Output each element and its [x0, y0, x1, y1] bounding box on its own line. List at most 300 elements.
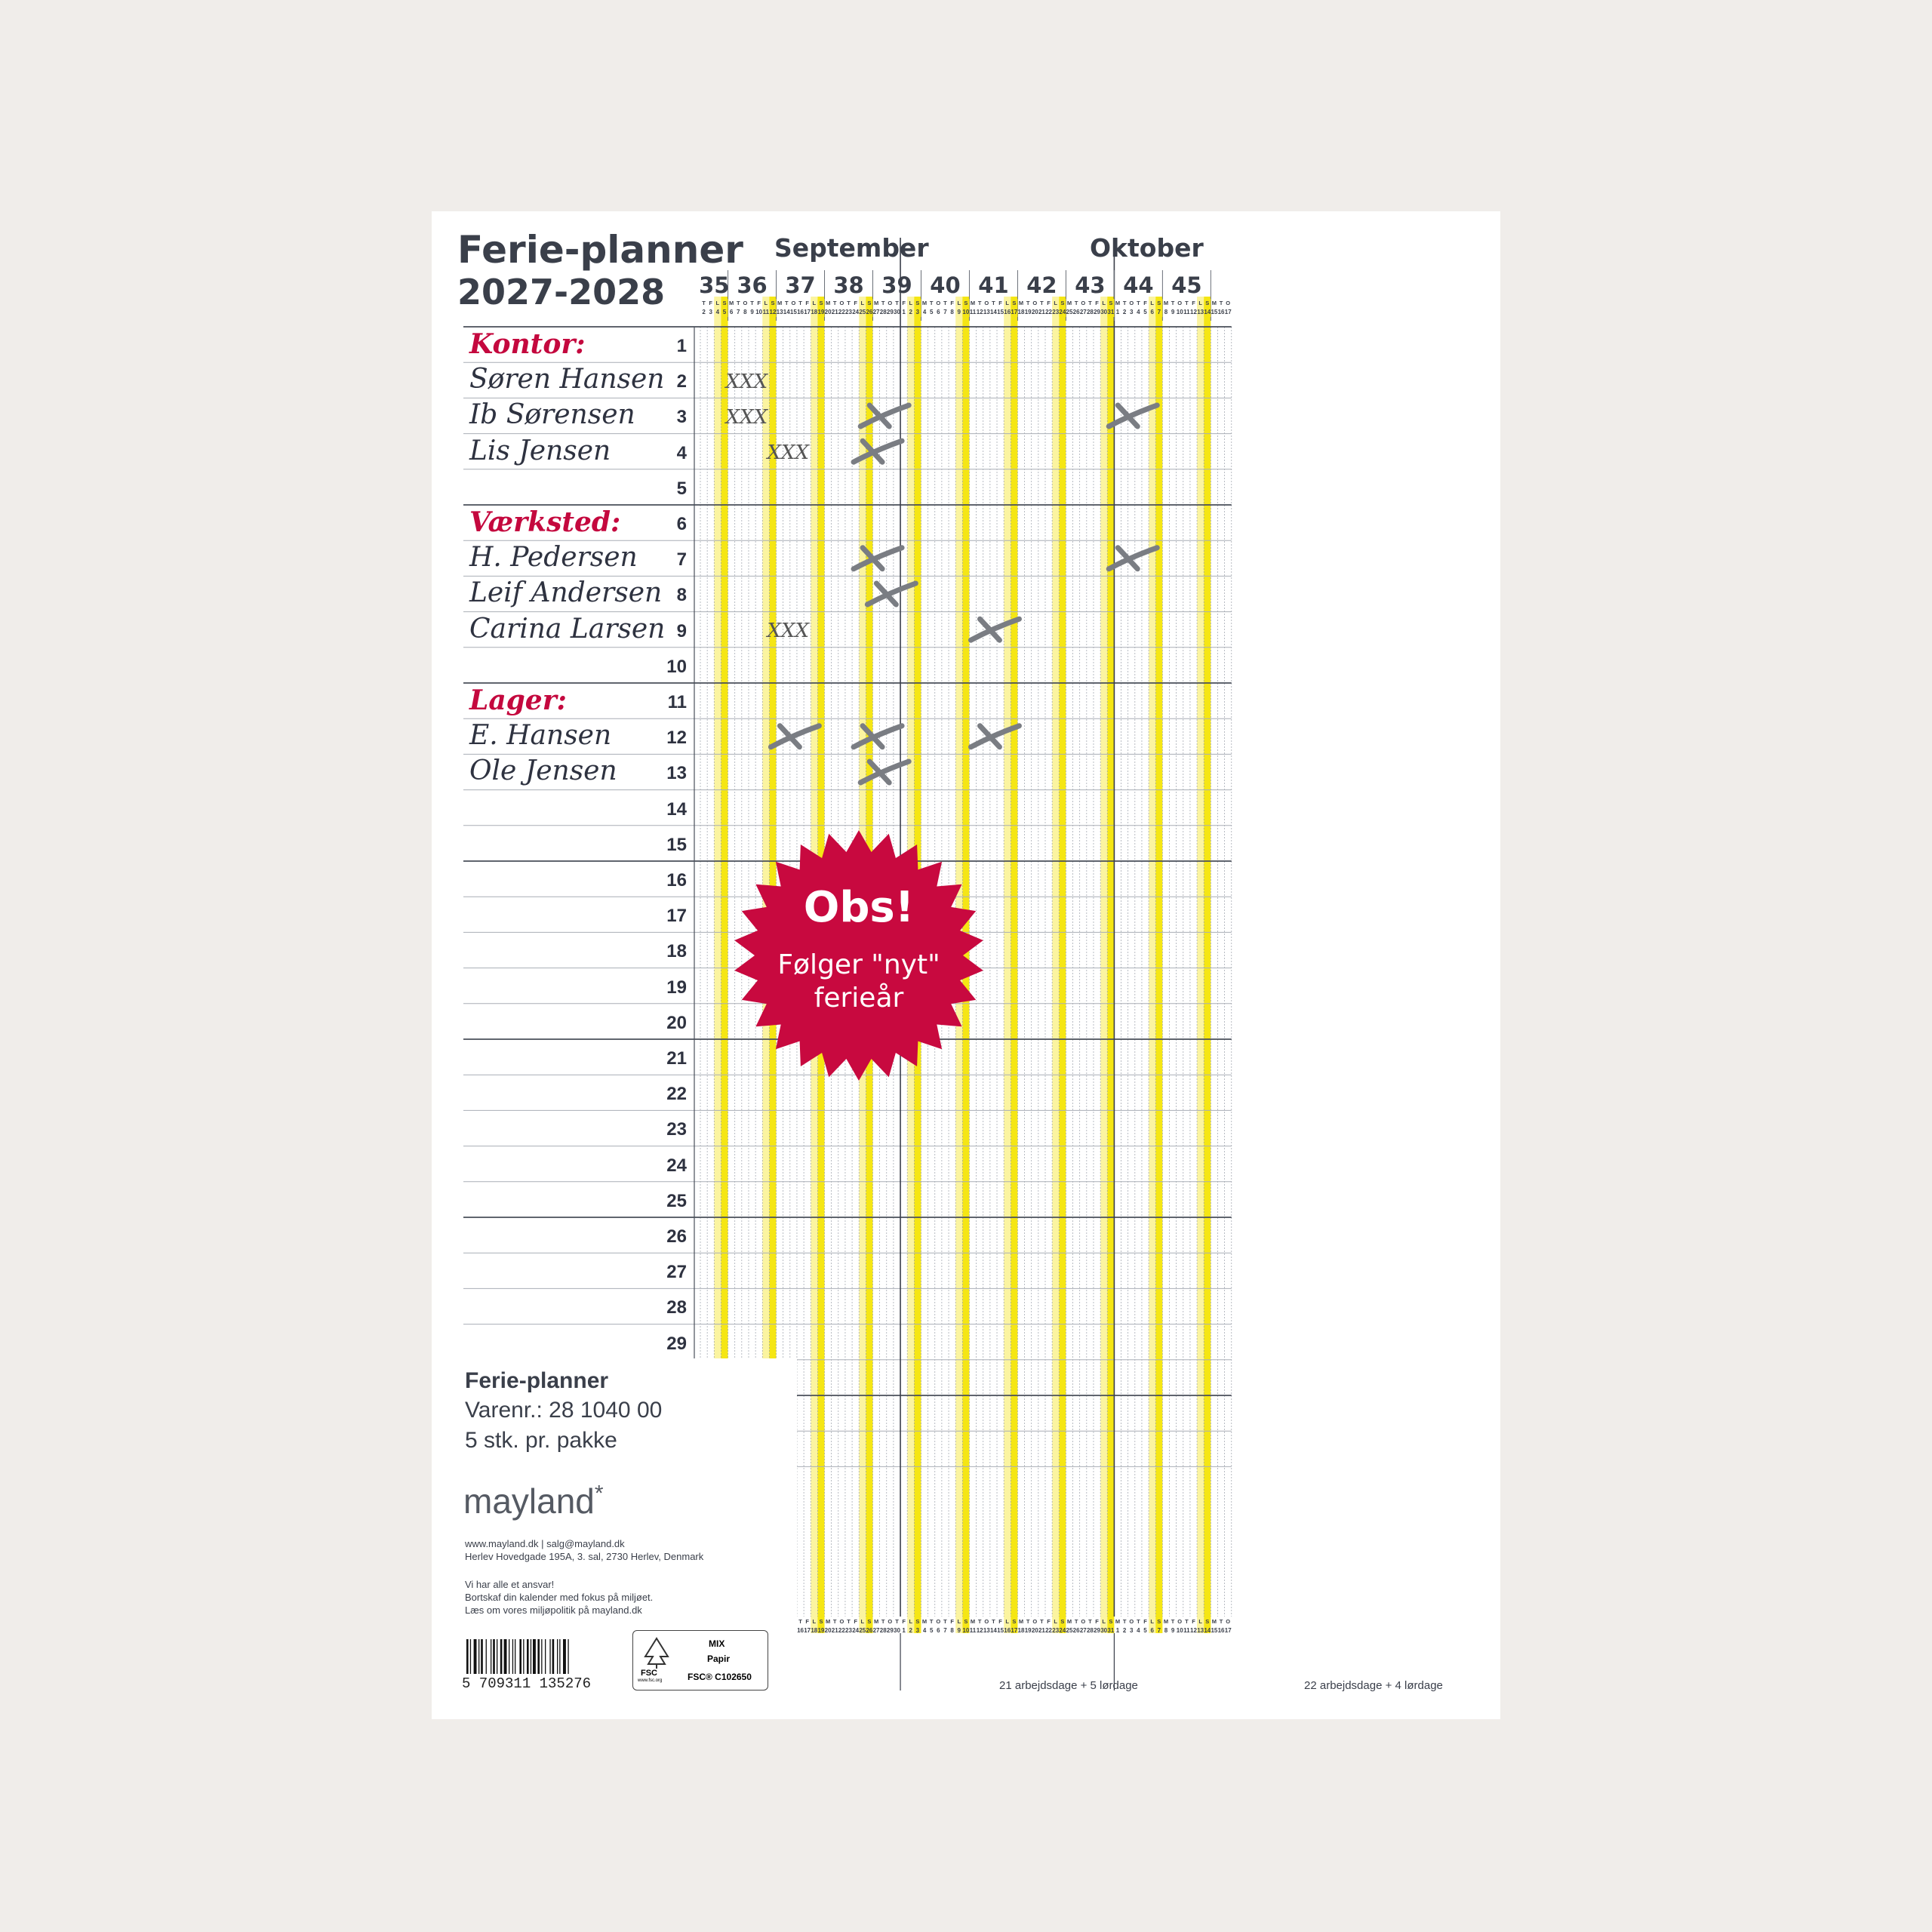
day-letter: O: [839, 300, 844, 306]
day-date: 7: [943, 309, 947, 315]
day-letter: S: [1109, 300, 1113, 306]
day-letter-bottom: T: [895, 1618, 899, 1625]
contact-line: www.mayland.dk | salg@mayland.dk: [465, 1538, 625, 1549]
week-number: 43: [1075, 272, 1106, 298]
day-letter-bottom: M: [1115, 1618, 1121, 1625]
day-letter: L: [812, 300, 817, 306]
brand-star: *: [594, 1481, 604, 1506]
day-letter: T: [1122, 300, 1127, 306]
day-date: 6: [937, 309, 940, 315]
day-date: 24: [1059, 309, 1066, 315]
september-workdays-note: 21 arbejdsdage + 5 lørdage: [999, 1679, 1138, 1692]
row-number: 3: [676, 407, 687, 428]
barcode-bar: [523, 1639, 524, 1674]
day-letter-bottom: O: [984, 1618, 989, 1625]
day-date: 28: [879, 309, 887, 315]
day-date: 21: [831, 309, 838, 315]
day-letter-bottom: T: [1171, 1618, 1175, 1625]
day-date: 22: [838, 309, 845, 315]
barcode-bar: [549, 1639, 550, 1674]
day-letter-bottom: M: [825, 1618, 831, 1625]
employee-name: Leif Andersen: [469, 577, 663, 609]
barcode-bar: [545, 1639, 546, 1674]
day-date: 23: [845, 309, 852, 315]
day-date: 17: [1011, 309, 1018, 315]
day-date-bottom: 13: [983, 1627, 990, 1634]
weekend-stripe: [1100, 297, 1107, 1617]
row-number: 9: [676, 620, 687, 641]
day-date: 4: [922, 309, 927, 315]
planner-sheet: [432, 211, 1500, 1719]
day-letter: T: [1088, 300, 1092, 306]
employee-name: Ole Jensen: [469, 755, 617, 787]
day-date: 2: [702, 309, 706, 315]
day-date-bottom: 26: [1072, 1627, 1080, 1634]
day-letter: S: [771, 300, 775, 306]
day-letter-bottom: L: [1054, 1618, 1058, 1625]
fsc-url: www.fsc.org: [638, 1678, 663, 1683]
day-date-bottom: 12: [1190, 1627, 1197, 1634]
env-line-3: Læs om vores miljøpolitik på mayland.dk: [465, 1604, 642, 1616]
day-letter-bottom: S: [1157, 1618, 1161, 1625]
day-date: 8: [1164, 309, 1168, 315]
month-label: Oktober: [1090, 233, 1204, 263]
day-date: 5: [929, 309, 934, 315]
barcode-bar: [559, 1639, 560, 1674]
day-date: 23: [1052, 309, 1060, 315]
hand-xxx-mark: XXX: [725, 370, 768, 393]
day-date: 10: [755, 309, 763, 315]
day-letter: T: [895, 300, 899, 306]
day-letter-bottom: S: [915, 1618, 920, 1625]
day-letter: F: [757, 300, 761, 306]
day-date-bottom: 9: [1171, 1627, 1175, 1634]
day-letter: O: [888, 300, 893, 306]
day-date: 6: [729, 309, 734, 315]
day-date-bottom: 17: [804, 1627, 811, 1634]
day-letter: T: [1219, 300, 1223, 306]
barcode-bar: [541, 1639, 542, 1674]
day-letter: M: [825, 300, 831, 306]
day-letter-bottom: M: [873, 1618, 879, 1625]
day-date-bottom: 27: [1079, 1627, 1087, 1634]
day-letter: O: [1129, 300, 1134, 306]
day-letter: O: [743, 300, 748, 306]
day-date-bottom: 11: [1183, 1627, 1190, 1634]
day-letter-bottom: L: [1005, 1618, 1010, 1625]
day-date-bottom: 2: [909, 1627, 912, 1634]
day-letter-bottom: F: [950, 1618, 954, 1625]
day-date: 21: [1038, 309, 1045, 315]
day-date: 22: [1045, 309, 1053, 315]
day-letter-bottom: T: [832, 1618, 837, 1625]
day-date-bottom: 5: [1143, 1627, 1147, 1634]
day-letter: L: [909, 300, 913, 306]
day-date-bottom: 18: [1017, 1627, 1025, 1634]
day-date: 4: [1137, 309, 1140, 315]
day-date-bottom: 13: [1197, 1627, 1204, 1634]
badge-headline: Obs!: [803, 883, 915, 932]
employee-name: Carina Larsen: [469, 613, 666, 645]
day-date: 3: [709, 309, 712, 315]
day-letter: S: [915, 300, 920, 306]
week-number: 39: [881, 272, 912, 298]
day-date-bottom: 17: [1011, 1627, 1018, 1634]
day-date: 28: [1086, 309, 1094, 315]
day-letter-bottom: O: [839, 1618, 844, 1625]
day-date-bottom: 30: [1100, 1627, 1108, 1634]
day-date: 2: [909, 309, 912, 315]
day-letter-bottom: O: [1081, 1618, 1086, 1625]
weekend-stripe: [1107, 297, 1114, 1617]
day-date-bottom: 19: [817, 1627, 825, 1634]
barcode-bar: [533, 1639, 536, 1674]
day-date: 18: [811, 309, 818, 315]
barcode-bar: [481, 1639, 483, 1674]
day-date: 3: [1130, 309, 1134, 315]
day-letter: L: [1005, 300, 1010, 306]
fsc-label: [632, 1630, 768, 1690]
day-date: 12: [769, 309, 777, 315]
day-date-bottom: 14: [1204, 1627, 1211, 1634]
day-letter: S: [819, 300, 823, 306]
barcode-bar: [500, 1639, 503, 1674]
day-letter-bottom: T: [943, 1618, 947, 1625]
address-line: Herlev Hovedgade 195A, 3. sal, 2730 Herlev, Denmark: [465, 1551, 704, 1562]
day-letter: T: [1137, 300, 1140, 306]
day-date: 7: [737, 309, 740, 315]
day-date-bottom: 16: [1004, 1627, 1011, 1634]
day-date-bottom: 25: [1066, 1627, 1073, 1634]
row-number: 14: [666, 798, 687, 820]
day-date: 6: [1150, 309, 1154, 315]
day-date-bottom: 22: [838, 1627, 845, 1634]
day-date: 13: [983, 309, 990, 315]
day-date: 29: [886, 309, 894, 315]
day-date: 10: [1176, 309, 1183, 315]
day-letter-bottom: S: [1205, 1618, 1210, 1625]
day-letter: S: [722, 300, 727, 306]
row-number: 10: [666, 656, 687, 677]
day-date-bottom: 23: [1052, 1627, 1060, 1634]
day-letter-bottom: M: [1163, 1618, 1169, 1625]
day-letter-bottom: S: [819, 1618, 823, 1625]
day-date-bottom: 29: [1094, 1627, 1101, 1634]
day-date-bottom: 16: [1217, 1627, 1225, 1634]
day-date-bottom: 6: [937, 1627, 940, 1634]
day-letter: T: [1185, 300, 1189, 306]
day-letter-bottom: T: [1040, 1618, 1044, 1625]
day-date-bottom: 15: [1211, 1627, 1218, 1634]
fsc-text: FSC: [641, 1669, 657, 1678]
barcode-bar: [537, 1639, 540, 1674]
day-letter-bottom: S: [1060, 1618, 1065, 1625]
fsc-code: FSC® C102650: [688, 1672, 752, 1682]
day-letter: O: [791, 300, 796, 306]
day-letter: M: [1115, 300, 1121, 306]
day-date: 5: [1143, 309, 1147, 315]
day-date: 7: [1157, 309, 1161, 315]
day-letter: T: [702, 300, 706, 306]
day-letter: O: [1032, 300, 1038, 306]
day-date-bottom: 10: [1176, 1627, 1183, 1634]
row-number: 24: [666, 1155, 687, 1176]
day-letter-bottom: L: [1150, 1618, 1154, 1625]
day-letter-bottom: L: [1198, 1618, 1202, 1625]
row-number: 29: [666, 1333, 687, 1354]
day-date: 14: [989, 309, 997, 315]
day-date: 26: [1072, 309, 1080, 315]
day-letter: S: [964, 300, 968, 306]
day-letter: M: [970, 300, 976, 306]
barcode-bar: [478, 1639, 479, 1674]
row-number: 8: [676, 585, 687, 606]
day-letter-bottom: O: [1226, 1618, 1231, 1625]
weekend-stripe: [1052, 297, 1059, 1617]
day-date-bottom: 30: [894, 1627, 900, 1634]
day-date: 14: [1204, 309, 1211, 315]
week-number: 40: [930, 272, 961, 298]
employee-name: Lis Jensen: [469, 435, 611, 466]
day-letter-bottom: F: [1047, 1618, 1051, 1625]
day-letter: T: [798, 300, 802, 306]
day-letter: T: [943, 300, 947, 306]
day-letter-bottom: L: [957, 1618, 961, 1625]
row-number: 17: [666, 906, 687, 927]
day-letter-bottom: F: [902, 1618, 906, 1625]
day-date: 15: [789, 309, 797, 315]
day-date: 9: [750, 309, 754, 315]
day-letter: F: [902, 300, 906, 306]
row-number: 18: [666, 941, 687, 962]
day-date: 9: [1171, 309, 1175, 315]
day-date: 14: [783, 309, 790, 315]
day-letter-bottom: F: [1143, 1618, 1147, 1625]
day-letter-bottom: M: [921, 1618, 928, 1625]
row-number: 6: [676, 514, 687, 534]
week-number: 38: [833, 272, 864, 298]
day-letter: O: [984, 300, 989, 306]
day-letter: L: [860, 300, 865, 306]
day-letter-bottom: F: [805, 1618, 809, 1625]
day-letter-bottom: T: [1026, 1618, 1030, 1625]
day-date-bottom: 22: [1045, 1627, 1053, 1634]
day-letter: L: [957, 300, 961, 306]
day-date-bottom: 24: [852, 1627, 860, 1634]
day-date-bottom: 25: [859, 1627, 866, 1634]
section-heading: Værksted:: [469, 506, 621, 538]
day-letter-bottom: O: [888, 1618, 893, 1625]
day-letter: T: [929, 300, 934, 306]
day-date-bottom: 1: [902, 1627, 906, 1634]
day-date: 16: [1004, 309, 1011, 315]
day-date: 11: [969, 309, 977, 315]
day-date: 2: [1122, 309, 1127, 315]
day-date-bottom: 4: [922, 1627, 927, 1634]
day-letter: F: [709, 300, 713, 306]
day-letter-bottom: F: [854, 1618, 857, 1625]
day-date: 8: [950, 309, 954, 315]
row-number: 25: [666, 1190, 687, 1211]
day-date-bottom: 3: [915, 1627, 920, 1634]
day-date-bottom: 7: [943, 1627, 947, 1634]
week-number: 37: [785, 272, 816, 298]
fsc-paper: Papir: [707, 1654, 731, 1664]
employee-name: Ib Sørensen: [469, 399, 635, 431]
day-letter-bottom: T: [847, 1618, 851, 1625]
day-letter-bottom: O: [936, 1618, 941, 1625]
day-letter: M: [1018, 300, 1024, 306]
day-date: 17: [1224, 309, 1232, 315]
weekend-stripe: [1149, 297, 1155, 1617]
day-date-bottom: 2: [1122, 1627, 1127, 1634]
day-date: 3: [915, 309, 920, 315]
day-date-bottom: 19: [1024, 1627, 1032, 1634]
day-letter-bottom: T: [1137, 1618, 1140, 1625]
hand-xxx-mark: XXX: [767, 620, 810, 643]
day-date: 5: [722, 309, 727, 315]
day-date: 25: [859, 309, 866, 315]
day-date: 17: [804, 309, 811, 315]
day-letter-bottom: M: [1211, 1618, 1217, 1625]
day-date: 30: [1100, 309, 1108, 315]
day-date-bottom: 4: [1137, 1627, 1140, 1634]
barcode-bar: [493, 1639, 495, 1674]
day-date: 13: [1197, 309, 1204, 315]
day-date: 11: [762, 309, 770, 315]
day-letter-bottom: M: [970, 1618, 976, 1625]
day-letter: T: [1040, 300, 1044, 306]
day-date-bottom: 7: [1157, 1627, 1161, 1634]
day-letter-bottom: L: [812, 1618, 817, 1625]
barcode-bar: [466, 1639, 469, 1674]
day-letter-bottom: F: [998, 1618, 1002, 1625]
barcode-bar: [512, 1639, 513, 1674]
page-title: Ferie-planner: [457, 228, 743, 272]
day-date: 27: [1079, 309, 1087, 315]
day-letter-bottom: T: [1122, 1618, 1127, 1625]
day-date-bottom: 5: [929, 1627, 934, 1634]
hand-xxx-mark: XXX: [725, 406, 768, 429]
day-date-bottom: 31: [1107, 1627, 1115, 1634]
day-letter: T: [784, 300, 789, 306]
day-letter: F: [1143, 300, 1147, 306]
day-date-bottom: 12: [976, 1627, 983, 1634]
day-letter-bottom: O: [1032, 1618, 1038, 1625]
day-date-bottom: 29: [886, 1627, 894, 1634]
day-letter-bottom: O: [1129, 1618, 1134, 1625]
day-letter: F: [1047, 300, 1051, 306]
day-letter: M: [921, 300, 928, 306]
day-date: 30: [894, 309, 900, 315]
day-date-bottom: 11: [969, 1627, 977, 1634]
day-date-bottom: 16: [797, 1627, 804, 1634]
row-number: 23: [666, 1119, 687, 1140]
day-letter: F: [854, 300, 857, 306]
day-date: 20: [1031, 309, 1038, 315]
day-letter-bottom: S: [1012, 1618, 1017, 1625]
day-date-bottom: 21: [1038, 1627, 1045, 1634]
day-date-bottom: 1: [1115, 1627, 1120, 1634]
day-date: 9: [957, 309, 961, 315]
row-number: 11: [667, 692, 687, 712]
day-date-bottom: 8: [950, 1627, 954, 1634]
day-letter-bottom: T: [1219, 1618, 1223, 1625]
barcode-bar: [557, 1639, 558, 1674]
day-letter-bottom: O: [1177, 1618, 1183, 1625]
row-number: 22: [666, 1084, 687, 1105]
day-letter: T: [977, 300, 982, 306]
day-date: 13: [776, 309, 783, 315]
row-number: 1: [676, 336, 687, 356]
section-heading: Lager:: [469, 685, 567, 716]
day-letter-bottom: T: [977, 1618, 982, 1625]
day-letter-bottom: L: [909, 1618, 913, 1625]
day-date: 12: [1190, 309, 1197, 315]
brand-name: mayland: [463, 1481, 595, 1521]
employee-name: E. Hansen: [469, 720, 612, 752]
day-letter-bottom: S: [964, 1618, 968, 1625]
employee-name: H. Pedersen: [469, 542, 638, 574]
day-date-bottom: 9: [957, 1627, 961, 1634]
day-date-bottom: 3: [1130, 1627, 1134, 1634]
day-letter: T: [1171, 300, 1175, 306]
day-letter: T: [832, 300, 837, 306]
row-number: 5: [676, 478, 687, 499]
day-letter: L: [1150, 300, 1154, 306]
day-letter: O: [936, 300, 941, 306]
day-letter: T: [1074, 300, 1078, 306]
day-date: 31: [1107, 309, 1115, 315]
day-date-bottom: 28: [879, 1627, 887, 1634]
pack-size: 5 stk. pr. pakke: [465, 1428, 617, 1453]
day-letter: M: [1066, 300, 1072, 306]
section-heading: Kontor:: [469, 328, 586, 360]
day-date: 11: [1183, 309, 1190, 315]
week-number: 41: [978, 272, 1009, 298]
day-date: 16: [1217, 309, 1225, 315]
row-number: 7: [676, 549, 687, 571]
row-number: 4: [676, 442, 687, 463]
badge-line2: ferieår: [814, 983, 904, 1014]
day-letter: T: [992, 300, 995, 306]
row-number: 28: [666, 1297, 687, 1318]
weekend-stripe: [1155, 297, 1162, 1617]
barcode-bar: [486, 1639, 487, 1674]
day-letter: O: [1177, 300, 1183, 306]
page-subtitle-year: 2027-2028: [457, 272, 666, 312]
day-date: 26: [866, 309, 873, 315]
day-letter: M: [729, 300, 734, 306]
day-date: 19: [1024, 309, 1032, 315]
day-letter: T: [736, 300, 740, 306]
day-letter-bottom: L: [860, 1618, 865, 1625]
day-letter: F: [1192, 300, 1195, 306]
day-date-bottom: 23: [845, 1627, 852, 1634]
barcode-number: 5 709311 135276: [462, 1675, 592, 1692]
day-date-bottom: 20: [824, 1627, 832, 1634]
row-number: 20: [666, 1012, 687, 1033]
obs-badge: [734, 830, 984, 1081]
day-date-bottom: 26: [866, 1627, 873, 1634]
day-letter-bottom: T: [1074, 1618, 1078, 1625]
day-letter-bottom: T: [881, 1618, 885, 1625]
day-date: 20: [824, 309, 832, 315]
day-letter-bottom: T: [992, 1618, 995, 1625]
info-title: Ferie-planner: [465, 1368, 609, 1393]
day-letter-bottom: M: [1066, 1618, 1072, 1625]
day-letter-bottom: S: [1109, 1618, 1113, 1625]
